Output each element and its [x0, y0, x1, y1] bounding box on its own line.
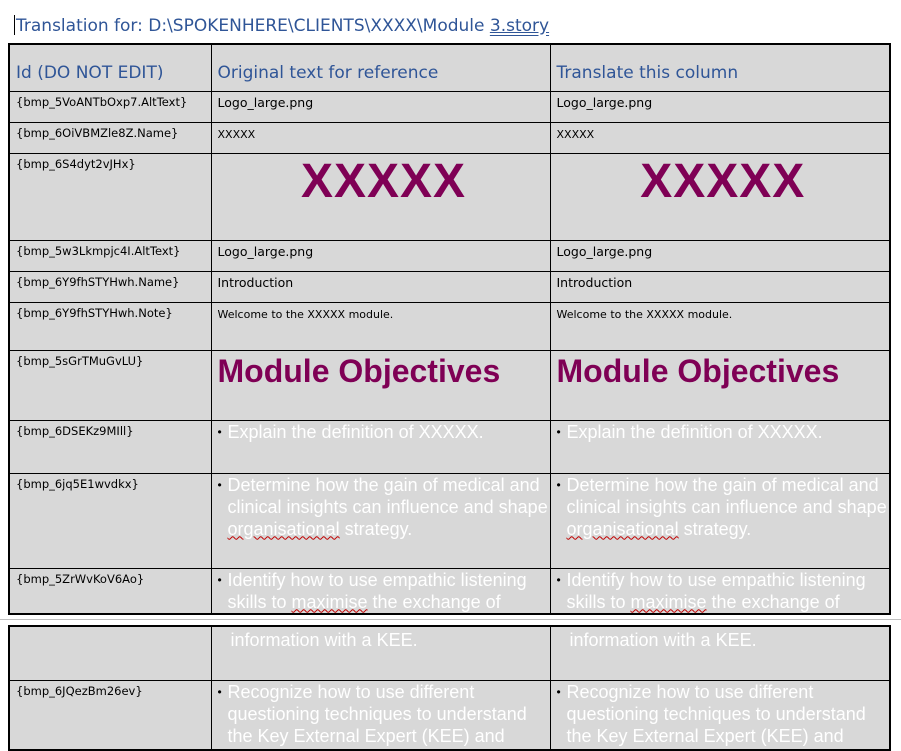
table-row: [9, 420, 890, 473]
table-row: [9, 271, 890, 302]
translate-cell[interactable]: [550, 626, 890, 680]
original-cell: Logo_large.png: [211, 240, 550, 271]
row-id: {bmp_5w3Lkmpjc4I.AltText}: [9, 240, 211, 271]
original-cell: Introduction: [211, 271, 550, 302]
table-row: [9, 350, 890, 420]
original-cell: XXXXX: [211, 122, 550, 153]
bullet-text: Determine how the gain of medical and clinical insights can influence and shape organisational strategy.: [566, 474, 887, 539]
table-row: [9, 473, 890, 568]
header-translate: Translate this column: [550, 44, 890, 91]
translate-cell[interactable]: Welcome to the XXXXX module.: [550, 302, 890, 350]
original-cell: Welcome to the XXXXX module.: [211, 302, 550, 350]
bullet-text: Explain the definition of XXXXX.: [227, 421, 484, 442]
original-cell: XXXXX: [211, 153, 550, 240]
header-id: Id (DO NOT EDIT): [9, 44, 211, 91]
translation-table: [8, 43, 891, 615]
table-row: [9, 568, 890, 614]
title-link[interactable]: 3.story: [489, 16, 550, 36]
table-row: [9, 122, 890, 153]
bullet-text: information with a KEE.: [569, 630, 757, 650]
spelling-flag: organisational: [566, 518, 679, 539]
row-id: {bmp_6JQezBm26ev}: [9, 680, 211, 750]
original-cell: [211, 680, 550, 750]
spelling-flag: maximise: [630, 591, 707, 612]
bullet-text: Recognize how to use different questioning techniques to understand the Key External Expert (KEE) and: [227, 681, 527, 746]
bullet-text: Explain the definition of XXXXX.: [566, 421, 823, 442]
original-cell: [211, 420, 550, 473]
bullet-icon: •: [556, 572, 561, 587]
bullet-icon: •: [217, 424, 222, 439]
original-cell: Logo_large.png: [211, 91, 550, 122]
translate-cell[interactable]: Introduction: [550, 271, 890, 302]
row-id: {bmp_6OiVBMZle8Z.Name}: [9, 122, 211, 153]
row-id: {bmp_6Y9fhSTYHwh.Name}: [9, 271, 211, 302]
spelling-flag: organisational: [227, 518, 340, 539]
translate-cell[interactable]: [550, 680, 890, 750]
table-row: [9, 153, 890, 240]
header-original: Original text for reference: [211, 44, 550, 91]
translation-table-continued: [8, 625, 891, 751]
translate-cell[interactable]: Logo_large.png: [550, 240, 890, 271]
table-header-row: [9, 44, 890, 91]
table-row: [9, 240, 890, 271]
bullet-text: information with a KEE.: [230, 630, 418, 650]
translate-cell[interactable]: Module Objectives: [550, 350, 890, 420]
original-cell: Module Objectives: [211, 350, 550, 420]
original-cell: [211, 473, 550, 568]
bullet-icon: •: [556, 424, 561, 439]
table-row: [9, 626, 890, 680]
row-id: {bmp_6DSEKz9MIll}: [9, 420, 211, 473]
bullet-icon: •: [556, 477, 561, 492]
spelling-flag: maximise: [291, 591, 368, 612]
table-row: [9, 91, 890, 122]
row-id: [9, 626, 211, 680]
bullet-icon: •: [556, 684, 561, 699]
row-id: {bmp_6jq5E1wvdkx}: [9, 473, 211, 568]
translate-cell[interactable]: [550, 420, 890, 473]
row-id: {bmp_5ZrWvKoV6Ao}: [9, 568, 211, 614]
row-id: {bmp_5sGrTMuGvLU}: [9, 350, 211, 420]
original-cell: [211, 626, 550, 680]
bullet-text: Identify how to use empathic listening skills to maximise the exchange of: [227, 569, 527, 612]
translate-cell[interactable]: [550, 473, 890, 568]
bullet-text: Identify how to use empathic listening skills to maximise the exchange of: [566, 569, 866, 612]
text-cursor: [14, 15, 15, 35]
table-row: [9, 302, 890, 350]
row-id: {bmp_5VoANTbOxp7.AltText}: [9, 91, 211, 122]
table-row: [9, 680, 890, 750]
row-id: {bmp_6S4dyt2vJHx}: [9, 153, 211, 240]
title-prefix: Translation for: D:\SPOKENHERE\CLIENTS\XXXX\Module: [16, 16, 490, 36]
bullet-icon: •: [217, 684, 222, 699]
translate-cell[interactable]: XXXXX: [550, 122, 890, 153]
translate-cell[interactable]: XXXXX: [550, 153, 890, 240]
page-break: [0, 619, 901, 620]
bullet-icon: •: [217, 477, 222, 492]
row-id: {bmp_6Y9fhSTYHwh.Note}: [9, 302, 211, 350]
original-cell: [211, 568, 550, 614]
translate-cell[interactable]: Logo_large.png: [550, 91, 890, 122]
bullet-icon: •: [217, 572, 222, 587]
document-title: [14, 15, 549, 36]
bullet-text: Determine how the gain of medical and clinical insights can influence and shape organisational strategy.: [227, 474, 548, 539]
translate-cell[interactable]: [550, 568, 890, 614]
bullet-text: Recognize how to use different questioning techniques to understand the Key External Expert (KEE) and: [566, 681, 866, 746]
